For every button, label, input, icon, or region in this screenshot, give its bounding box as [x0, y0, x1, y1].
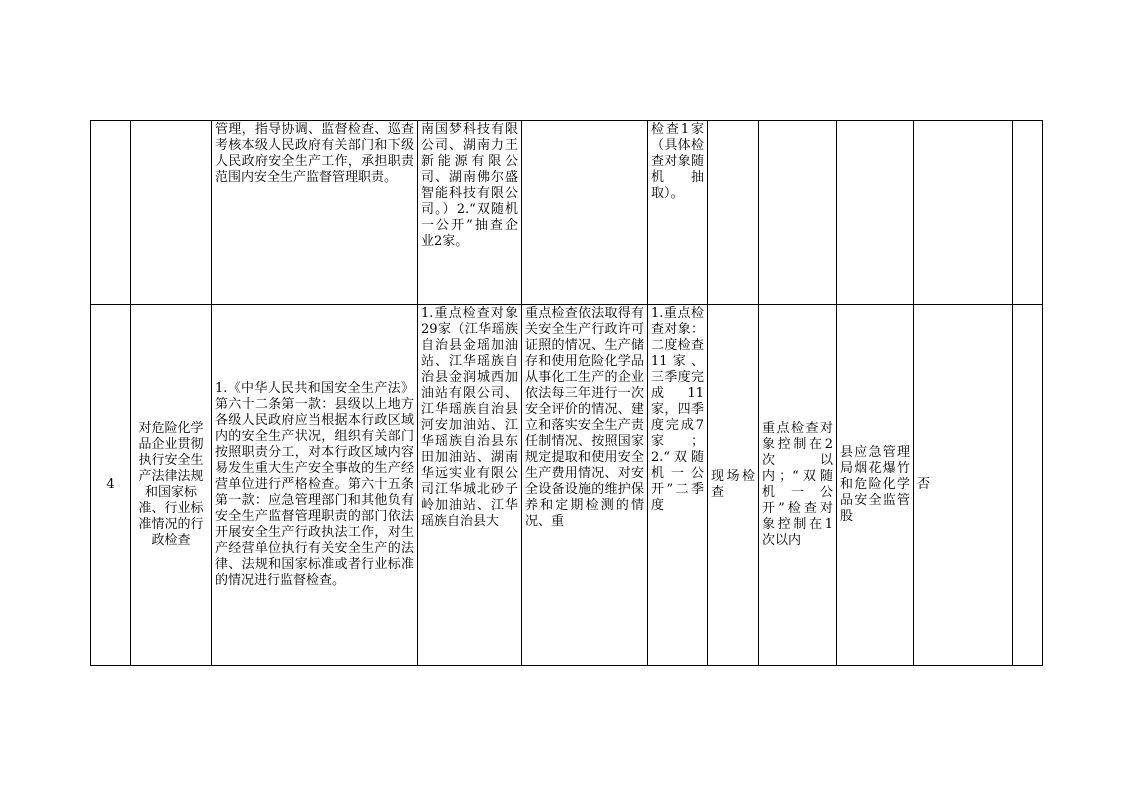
row2-ratio-cell: 1.重点检查对象：二度检查11家、三季度完成11家，四季度完成7家；2.“双随机一公开”二季度	[651, 306, 704, 513]
row2-frequency-cell: 重点检查对象控制在2次以内；“双随机一公开”检查对象控制在1次以内	[759, 305, 837, 666]
table-row	[91, 305, 1043, 666]
row2-department-cell: 县应急管理局烟花爆竹和危险化学品安全监管股	[837, 305, 914, 666]
table-row	[91, 121, 1043, 305]
row2-seq-cell: 4	[91, 305, 131, 666]
row1-objects-cell: 南国梦科技有限公司、湖南力王新能源有限公司、湖南佛尔盛智能科技有限公司。）2.“双随机一公开”抽查企业2家。	[418, 121, 522, 305]
inspection-table	[90, 120, 1043, 666]
row1-item-cell	[131, 121, 212, 305]
row1-remark-cell	[1013, 121, 1043, 305]
row1-content-cell	[522, 121, 648, 305]
row2-objects-cell: 1.重点检查对象29家（江华瑶族自治县金瑶加油站、江华瑶族自治县金润城西加油站有限公司、江华瑶族自治县河安加油站、江华瑶族自治县东田加油站、湖南华远实业有限公司江华城北砂子岭加油站、江华瑶族自治县大	[421, 306, 518, 529]
row2-basis-cell: 1.《中华人民共和国安全生产法》第六十二条第一款：县级以上地方各级人民政府应当根据本行政区域内的安全生产状况，组织有关部门按照职责分工，对本行政区域内容易发生重大生产安全事故的生产经营单位进行严格检查。第六十五条第一款：应急管理部门和其他负有安全生产监督管理职责的部门依法开展安全生产行政执法工作，对生产经营单位执行有关安全生产的法律、法规和国家标准或者行业标准的情况进行监督检查。	[212, 305, 418, 666]
row1-joint-cell	[914, 121, 1013, 305]
row2-item-cell: 对危险化学品企业贯彻执行安全生产法律法规和国家标准、行业标准情况的行政检查	[131, 305, 212, 666]
row1-frequency-cell	[759, 121, 837, 305]
row1-basis-cell: 管理，指导协调、监督检查、巡查考核本级人民政府有关部门和下级人民政府安全生产工作，承担职责范围内安全生产监督管理职责。	[212, 121, 418, 305]
row1-ratio-cell: 检查1家（具体检查对象随机抽取）。	[648, 121, 708, 305]
row1-seq-cell	[91, 121, 131, 305]
row1-department-cell	[837, 121, 914, 305]
row2-remark-cell	[1013, 305, 1043, 666]
row2-content-cell: 重点检查依法取得有关安全生产行政许可证照的情况、生产储存和使用危险化学品从事化工生产的企业依法每三年进行一次安全评价的情况、建立和落实安全生产责任制情况、按照国家规定提取和使用安全生产费用情况、对安全设备设施的维护保养和定期检测的情况、重	[525, 306, 644, 529]
row1-method-cell	[708, 121, 759, 305]
row2-method-cell: 现场检查	[708, 305, 759, 666]
row2-joint-cell: 否	[914, 305, 1013, 666]
